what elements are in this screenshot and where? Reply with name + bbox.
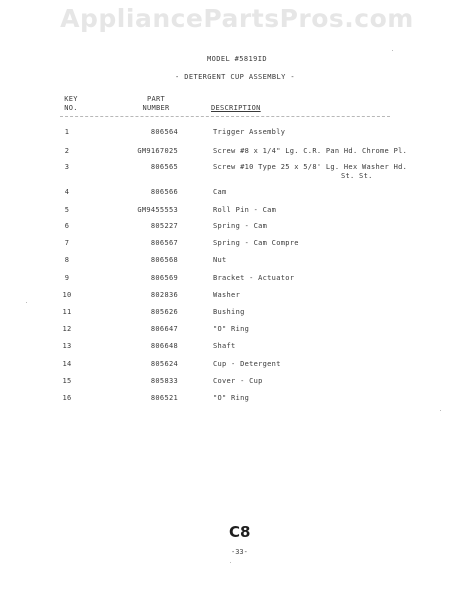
part-number: 806567 [150,239,178,247]
key-number: 11 [62,308,72,316]
part-description: Screw #8 x 1/4" Lg. C.R. Pan Hd. Chrome Pl. [213,147,408,155]
page-code: C8 [229,523,251,541]
part-description: Spring - Cam [213,222,268,230]
column-header-description [211,104,261,113]
key-number: 14 [62,360,72,368]
part-header-line2: NUMBER [142,104,170,112]
scan-speck [230,562,231,563]
part-description: Roll Pin - Cam [213,206,277,214]
key-number: 4 [64,188,70,196]
key-header-line1: KEY [64,95,78,103]
part-number: 806564 [150,128,178,136]
part-description: Cup - Detergent [213,360,281,368]
model-number: MODEL #5819ID [207,55,267,63]
part-number: 806521 [150,394,178,402]
part-description: Trigger Assembly [213,128,286,136]
watermark: AppliancePartsPros.com [60,4,414,33]
key-number: 7 [64,239,70,247]
part-number: 805833 [150,377,178,385]
key-number: 12 [62,325,72,333]
part-number: 806565 [150,163,178,171]
header-divider [60,116,390,117]
page-number: -33- [231,548,248,556]
part-description: Washer [213,291,241,299]
part-description: Nut [213,256,227,264]
part-description: Shaft [213,342,236,350]
scan-speck [392,50,393,51]
key-number: 6 [64,222,70,230]
part-description: Cam [213,188,227,196]
key-number: 5 [64,206,70,214]
part-description: Bracket - Actuator [213,274,295,282]
key-number: 1 [64,128,70,136]
part-number: GM9167025 [137,147,178,155]
part-description: Bushing [213,308,245,316]
part-number: 806569 [150,274,178,282]
part-description: Cover - Cup [213,377,263,385]
part-description: Spring - Cam Compre [213,239,299,247]
part-header-line1: PART [146,95,166,103]
key-header-line2: NO. [64,104,78,112]
assembly-title: - DETERGENT CUP ASSEMBLY - [175,73,295,81]
part-description: "O" Ring [213,325,250,333]
part-number: 806568 [150,256,178,264]
key-number: 10 [62,291,72,299]
part-number: 806647 [150,325,178,333]
key-number: 16 [62,394,72,402]
key-number: 2 [64,147,70,155]
key-number: 3 [64,163,70,171]
part-number: GM9455553 [137,206,178,214]
part-number: 805624 [150,360,178,368]
scan-speck [440,410,441,411]
part-number: 802836 [150,291,178,299]
key-number: 13 [62,342,72,350]
key-number: 8 [64,256,70,264]
key-number: 9 [64,274,70,282]
part-description: Screw #10 Type 25 x 5/8' Lg. Hex Washer Hd. [213,163,408,171]
part-number: 805626 [150,308,178,316]
column-header-part [136,95,176,113]
scan-speck [26,302,27,303]
part-number: 806648 [150,342,178,350]
part-number: 805227 [150,222,178,230]
part-description-continued: St. St. [341,172,373,180]
part-number: 806566 [150,188,178,196]
key-number: 15 [62,377,72,385]
column-header-key [60,95,82,113]
part-description: "O" Ring [213,394,250,402]
description-header: DESCRIPTION [211,104,261,112]
